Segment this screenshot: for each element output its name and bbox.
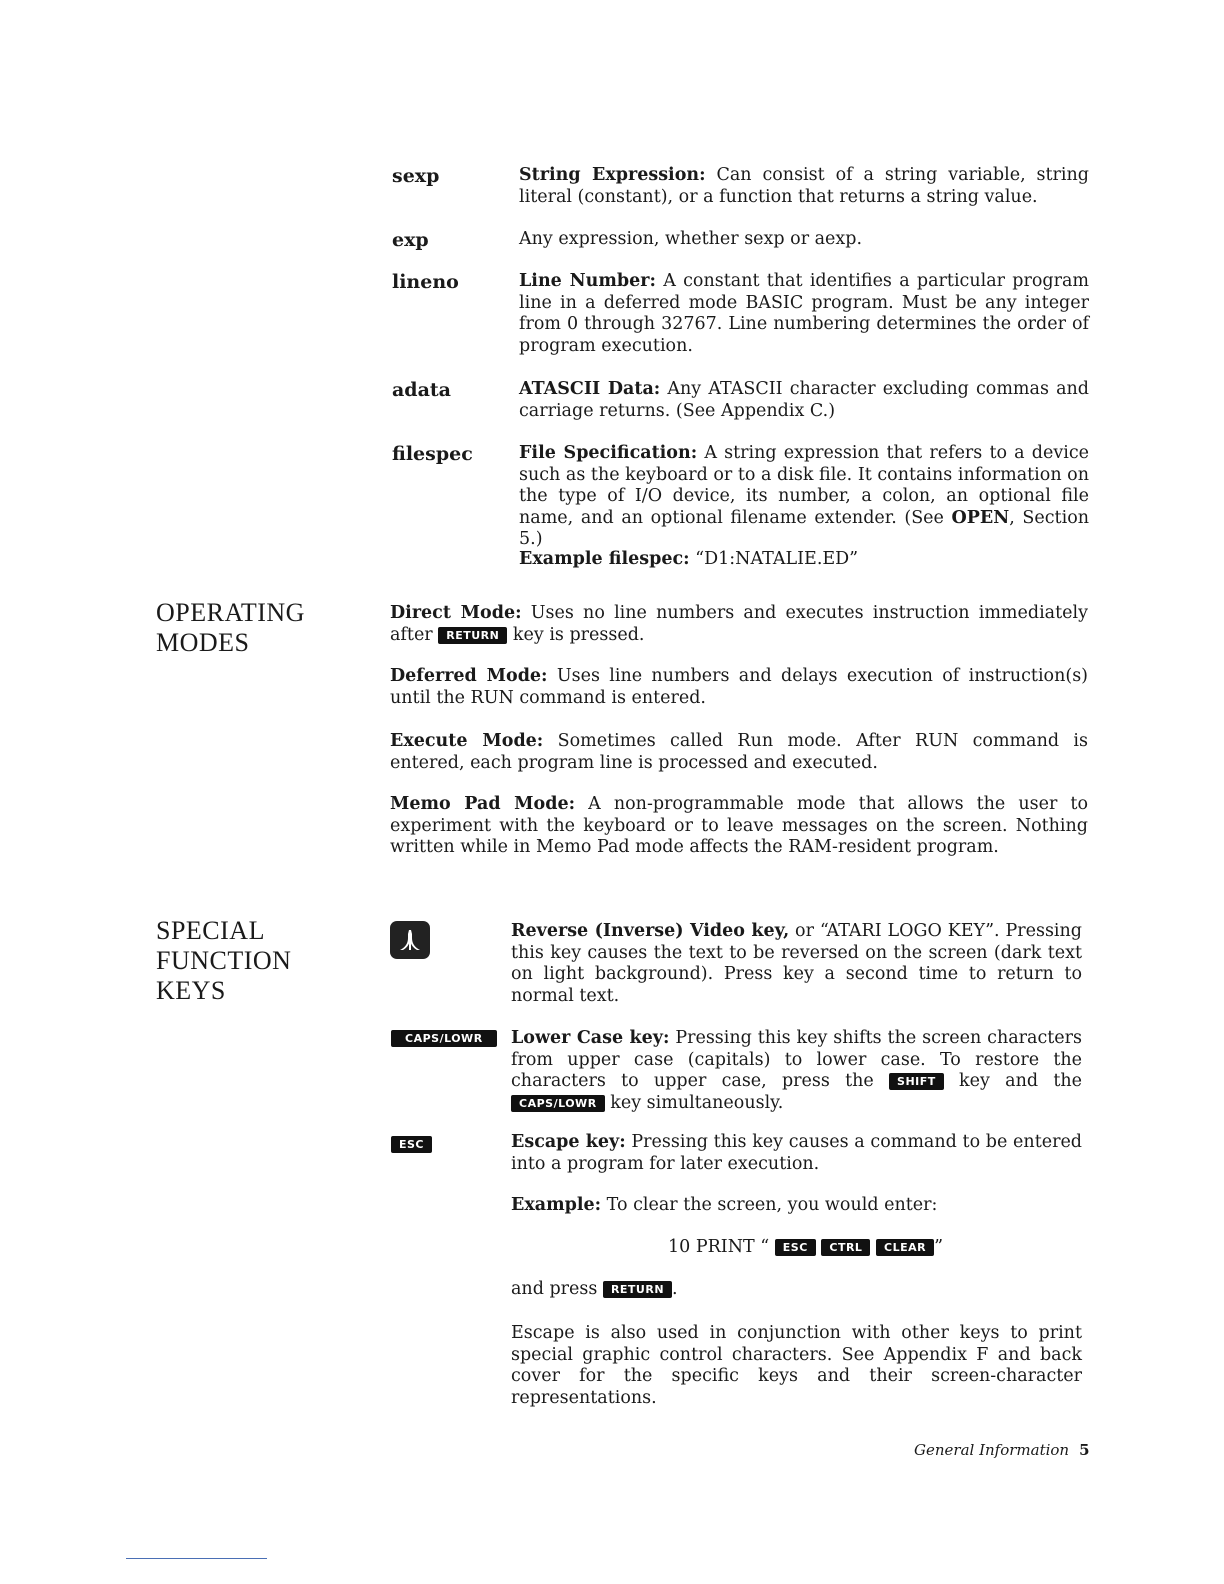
atari-logo-key-icon xyxy=(390,921,430,959)
caps-lowr-key-icon: CAPS/LOWR xyxy=(511,1095,605,1112)
escape-note: Escape is also used in conjunction with other keys to print special graphic control characters. See Appendix F and back cover for the specific keys and their screen-character representations. xyxy=(511,1323,1082,1408)
shift-key-icon: SHIFT xyxy=(889,1073,944,1090)
term-lineno: lineno xyxy=(392,271,459,293)
escape-key-desc: Escape key: Pressing this key causes a command to be entered into a program for later execution. xyxy=(511,1132,1083,1174)
execute-mode: Execute Mode: Sometimes called Run mode. After RUN command is entered, each program line is processed and executed. xyxy=(390,731,1088,773)
def-sexp: String Expression: Can consist of a string variable, string literal (constant), or a function that returns a string value. xyxy=(519,165,1089,207)
def-adata: ATASCII Data: Any ATASCII character excluding commas and carriage returns. (See Appendix C.) xyxy=(519,379,1089,421)
term-exp: exp xyxy=(392,229,429,251)
return-key-icon: RETURN xyxy=(438,627,507,644)
page-footer: General Information 5 xyxy=(914,1441,1090,1459)
term-adata: adata xyxy=(392,379,451,401)
return-key-icon: RETURN xyxy=(603,1281,672,1298)
filespec-example: Example filespec: “D1:NATALIE.ED” xyxy=(519,549,859,569)
page-number: 5 xyxy=(1079,1441,1090,1459)
direct-mode: Direct Mode: Uses no line numbers and executes instruction immediately after RETURN key is pressed. xyxy=(390,603,1088,645)
def-lineno: Line Number: A constant that identifies a particular program line in a deferred mode BASIC program. Must be any integer from 0 through 32767. Line numbering determines the order of program execution. xyxy=(519,271,1089,356)
operating-modes-heading: OPERATING MODES xyxy=(156,598,305,657)
memo-pad-mode: Memo Pad Mode: A non-programmable mode that allows the user to experiment with the keyboard or to leave messages on the screen. Nothing written while in Memo Pad mode affects the RAM-resident program. xyxy=(390,794,1088,857)
caps-lowr-key-icon: CAPS/LOWR xyxy=(391,1030,497,1047)
term-sexp: sexp xyxy=(392,165,440,187)
deferred-mode: Deferred Mode: Uses line numbers and delays execution of instruction(s) until the RUN command is entered. xyxy=(390,666,1088,708)
def-exp: Any expression, whether sexp or aexp. xyxy=(519,229,863,249)
term-filespec: filespec xyxy=(392,443,473,465)
print-example-line: 10 PRINT “ ESC CTRL CLEAR ” xyxy=(668,1237,944,1257)
clear-key-icon: CLEAR xyxy=(876,1239,934,1256)
reverse-video-key-desc: Reverse (Inverse) Video key, or “ATARI LOGO KEY”. Pressing this key causes the text to be reversed on the screen (dark text on light background). Press key a second time to return to normal text. xyxy=(511,921,1083,1006)
def-filespec: File Specification: A string expression that refers to a device such as the keyboard or to a disk file. It contains information on the type of I/O device, its number, a colon, an optional file name, and an optional filename extender. (See OPEN, Section 5.) xyxy=(519,443,1089,549)
esc-key-icon: ESC xyxy=(775,1239,816,1256)
ctrl-key-icon: CTRL xyxy=(821,1239,870,1256)
esc-key-icon: ESC xyxy=(391,1136,432,1153)
and-press-line: and press RETURN . xyxy=(511,1279,678,1299)
footer-rule xyxy=(126,1558,267,1559)
escape-example: Example: To clear the screen, you would enter: xyxy=(511,1195,938,1215)
caps-key-block xyxy=(391,1028,497,1047)
special-keys-heading: SPECIAL FUNCTION KEYS xyxy=(156,916,292,1005)
esc-key-block xyxy=(391,1134,432,1153)
lower-case-key-desc: Lower Case key: Pressing this key shifts the screen characters from upper case (capitals) to lower case. To restore the characters to upper case, press the SHIFT key and the CAPS/LOWR key simultaneously. xyxy=(511,1028,1082,1113)
